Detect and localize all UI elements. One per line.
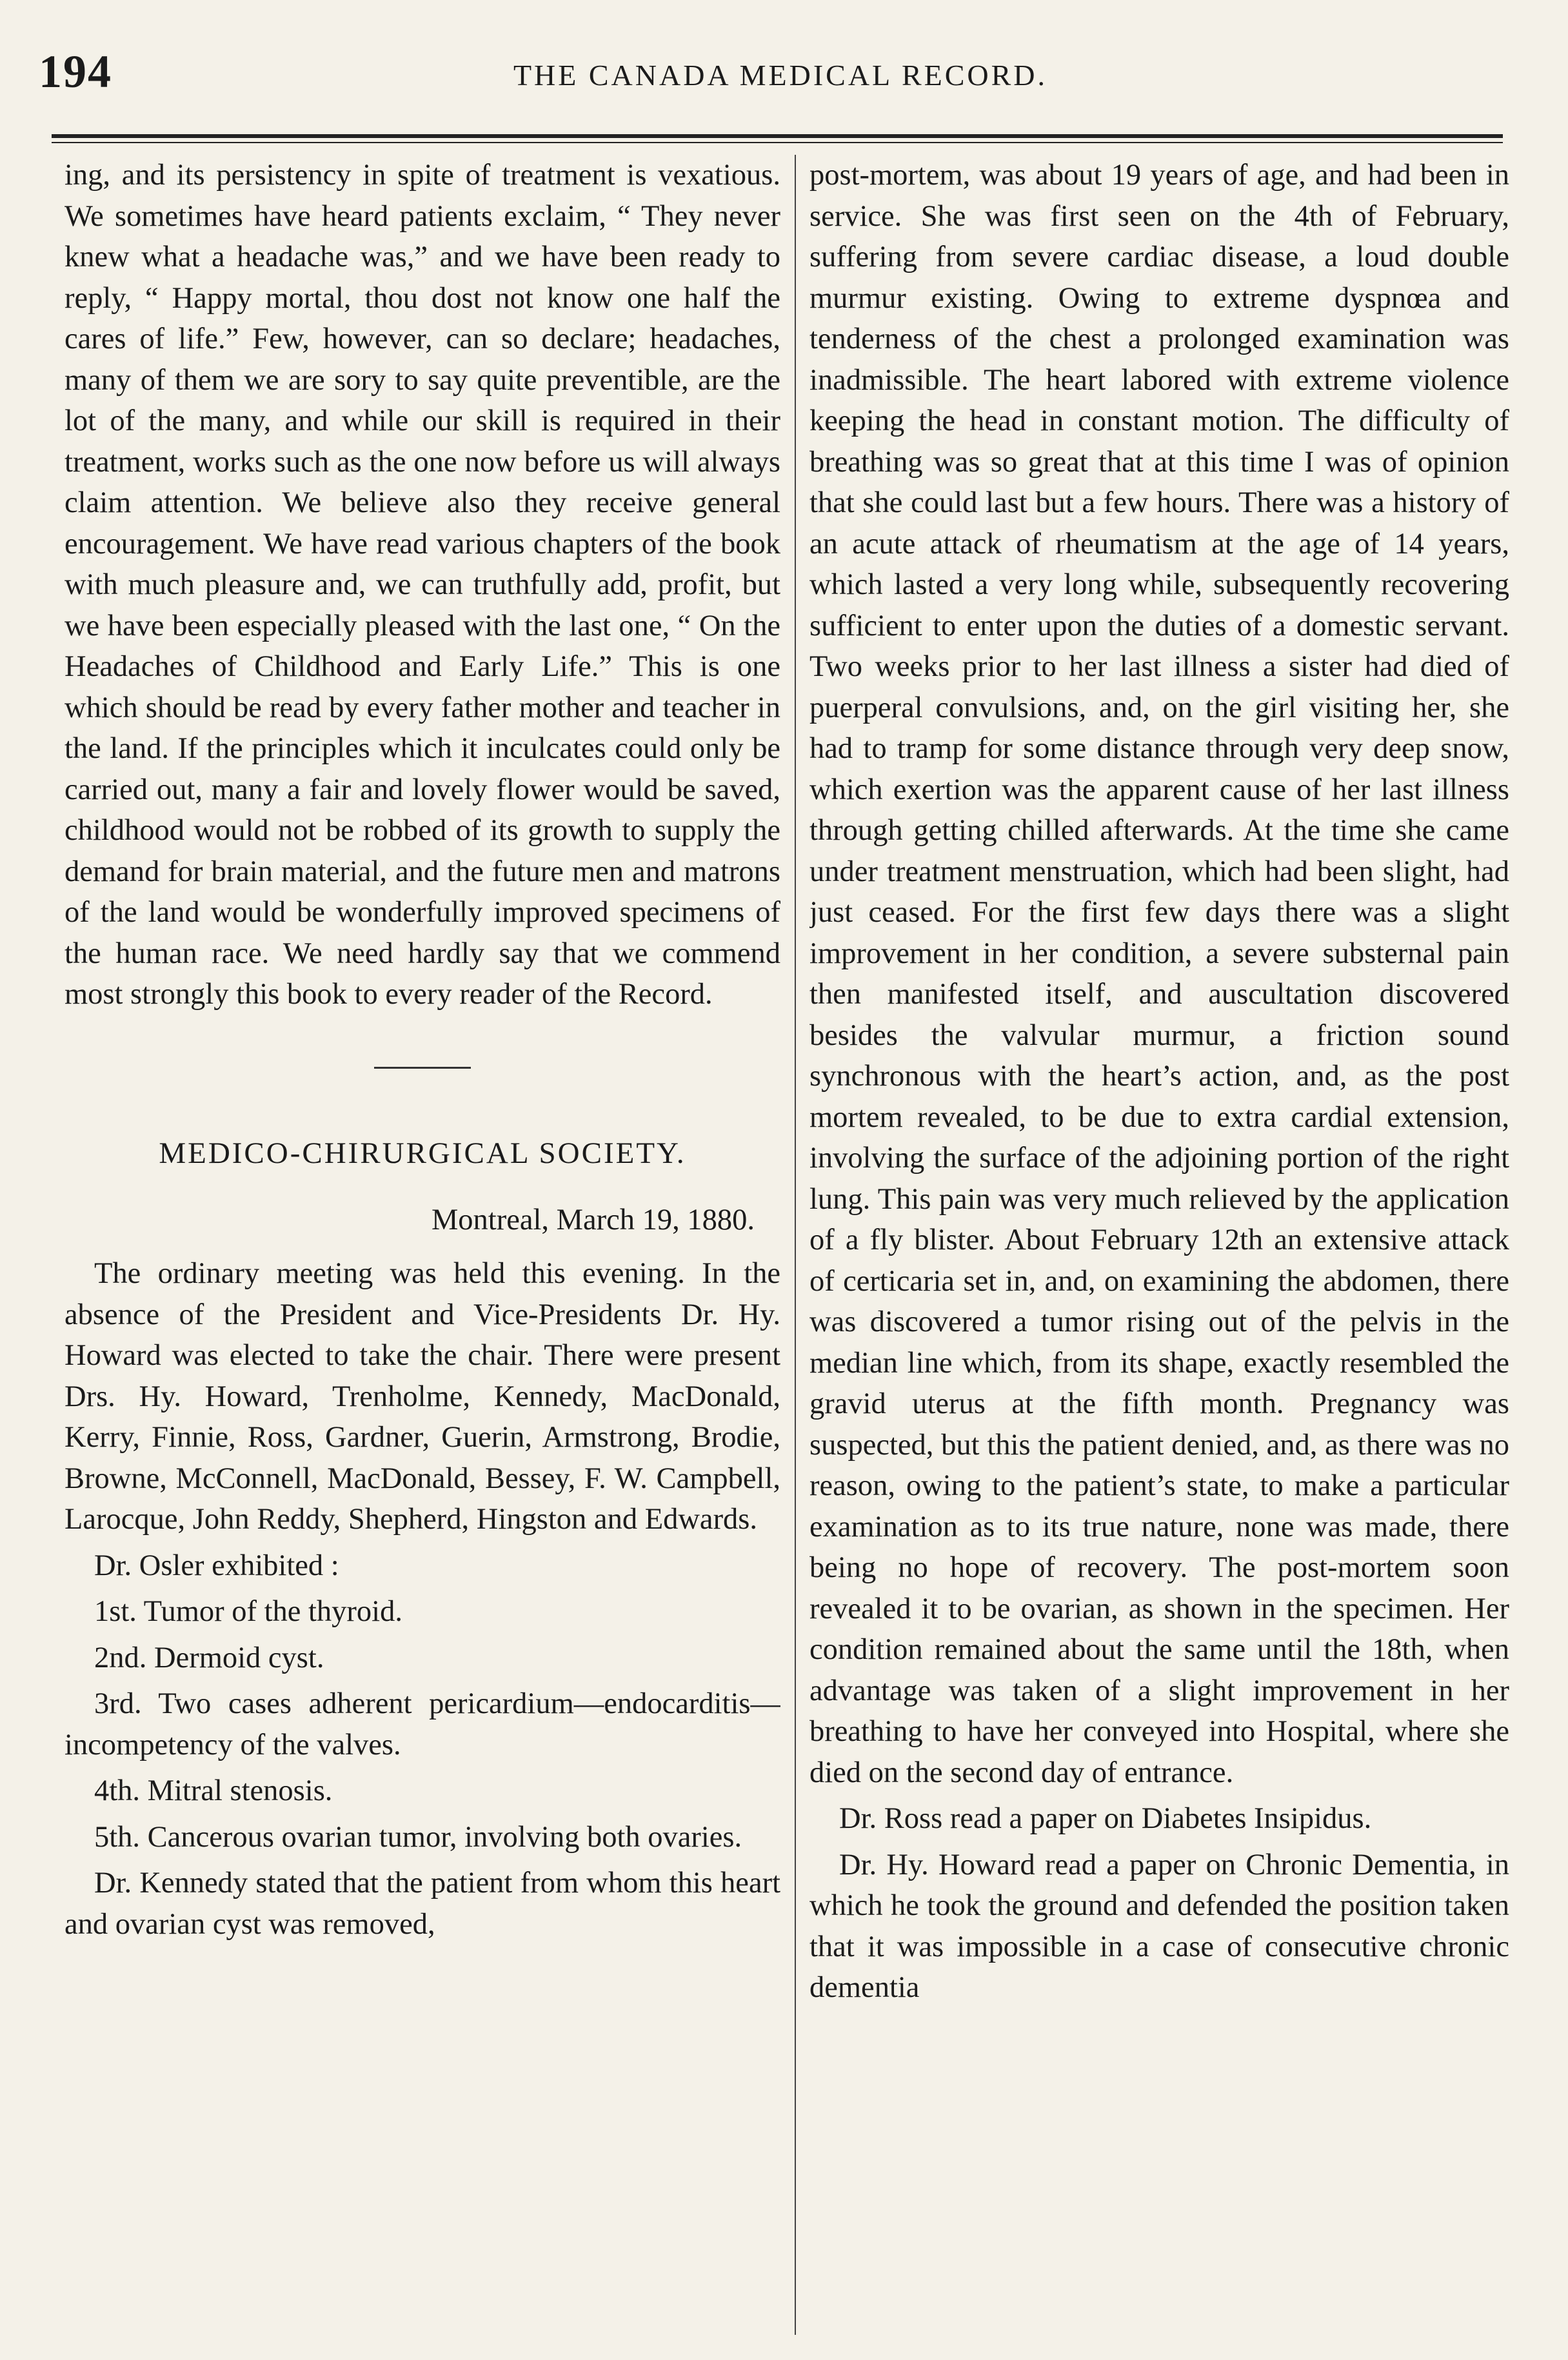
page-header — [39, 45, 1522, 103]
header-rule — [52, 134, 1503, 143]
left-paragraph-3: Dr. Osler exhibited : — [94, 1549, 339, 1582]
list-item: 2nd. Dermoid cyst. — [94, 1641, 324, 1674]
list-item: 5th. Cancerous ovarian tumor, involving both ovaries. — [94, 1820, 742, 1854]
left-column — [65, 155, 780, 2335]
page-number: 194 — [39, 46, 112, 97]
right-paragraph-1: post-mortem, was about 19 years of age, and had been in service. She was first seen on the 4th of February, suffering from severe cardiac disease, a loud double murmur existing. Owing to extreme dyspnœa and tenderness of the chest a prolonged examination was inadmissible. The heart labored with extreme violence keeping the head in constant motion. The difficulty of breathing was so great that at this time I was of opinion that she could last but a few hours. There was a history of an acute attack of rheumatism at the age of 14 years, which lasted a very long while, subsequently recovering sufficient to enter upon the duties of a domestic servant. Two weeks prior to her last illness a sister had died of puerperal convulsions, and, on the girl visiting her, she had to tramp for some distance through very deep snow, which exertion was the apparent cause of her last illness through getting chilled afterwards. At the time she came under treatment menstruation, which had been slight, had just ceased. For the first few days there was a slight improvement in her condition, a severe substernal pain then manifested itself, and auscultation discovered besides the valvular murmur, a friction sound synchronous with the heart’s action, and, as the post mortem revealed, to be due to extra cardial extension, involving the surface of the adjoining portion of the right lung. This pain was very much relieved by the application of a fly blister. About February 12th an extensive attack of certicaria set in, and, on examining the abdomen, there was discovered a tumor rising out of the pelvis in the median line which, from its shape, exactly resembled the gravid uterus at the fifth month. Pregnancy was suspected, but this the patient denied, and, as there was no reason, owing to the patient’s state, to make a particular examination as to its true nature, none was made, there being no hope of recovery. The post-mortem soon revealed it to be ovarian, as shown in the specimen. Her condition remained about the same until the 18th, when advantage was taken of a slight improvement in her breathing to have her conveyed into Hospital, where she died on the second day of entrance. — [809, 159, 1509, 1789]
left-paragraph-2: The ordinary meeting was held this evening. In the absence of the President and Vice-Presidents Dr. Hy. Howard was elected to take the chair. There were present Drs. Hy. Howard, Trenholme, Kennedy, MacDonald, Kerry, Finnie, Ross, Gardner, Guerin, Armstrong, Brodie, Browne, McConnell, MacDonald, Bessey, F. W. Campbell, Larocque, John Reddy, Shepherd, Hingston and Edwards. — [65, 1257, 780, 1536]
right-paragraph-2: Dr. Ross read a paper on Diabetes Insipidus. — [839, 1802, 1372, 1835]
list-item: 1st. Tumor of the thyroid. — [94, 1595, 402, 1628]
column-divider — [795, 155, 796, 2335]
list-item: 4th. Mitral stenosis. — [94, 1774, 333, 1807]
journal-title: THE CANADA MEDICAL RECORD. — [513, 59, 1048, 92]
left-paragraph-1: ing, and its persistency in spite of treatment is vexatious. We sometimes have heard patients exclaim, “ They never knew what a headache was,” and we have been ready to reply, “ Happy mortal, thou dost not know one half the cares of life.” Few, however, can so declare; headaches, many of them we are sory to say quite preventible, are the lot of the many, and while our skill is required in their treatment, works such as the one now before us will always claim attention. We believe also they receive general encouragement. We have read various chapters of the book with much pleasure and, we can truthfully add, profit, but we have been especially pleased with the last one, “ On the Headaches of Childhood and Early Life.” This is one which should be read by every father mother and teacher in the land. If the principles which it inculcates could only be carried out, many a fair and lovely flower would be saved, childhood would not be robbed of its growth to supply the demand for brain material, and the future men and matrons of the land would be wonderfully improved specimens of the human race. We need hardly say that we commend most strongly this book to every reader of the Record. — [65, 159, 780, 1011]
right-paragraph-3: Dr. Hy. Howard read a paper on Chronic Dementia, in which he took the ground and defended the position taken that it was impossible in a case of consecutive chronic dementia — [809, 1848, 1509, 2004]
left-paragraph-4: Dr. Kennedy stated that the patient from whom this heart and ovarian cyst was removed, — [65, 1867, 780, 1941]
section-divider — [374, 1067, 471, 1069]
list-item: 3rd. Two cases adherent pericardium—endocarditis—incompetency of the valves. — [65, 1687, 780, 1761]
dateline: Montreal, March 19, 1880. — [431, 1203, 755, 1236]
right-column — [809, 155, 1509, 2335]
section-heading: MEDICO-CHIRURGICAL SOCIETY. — [159, 1136, 686, 1170]
